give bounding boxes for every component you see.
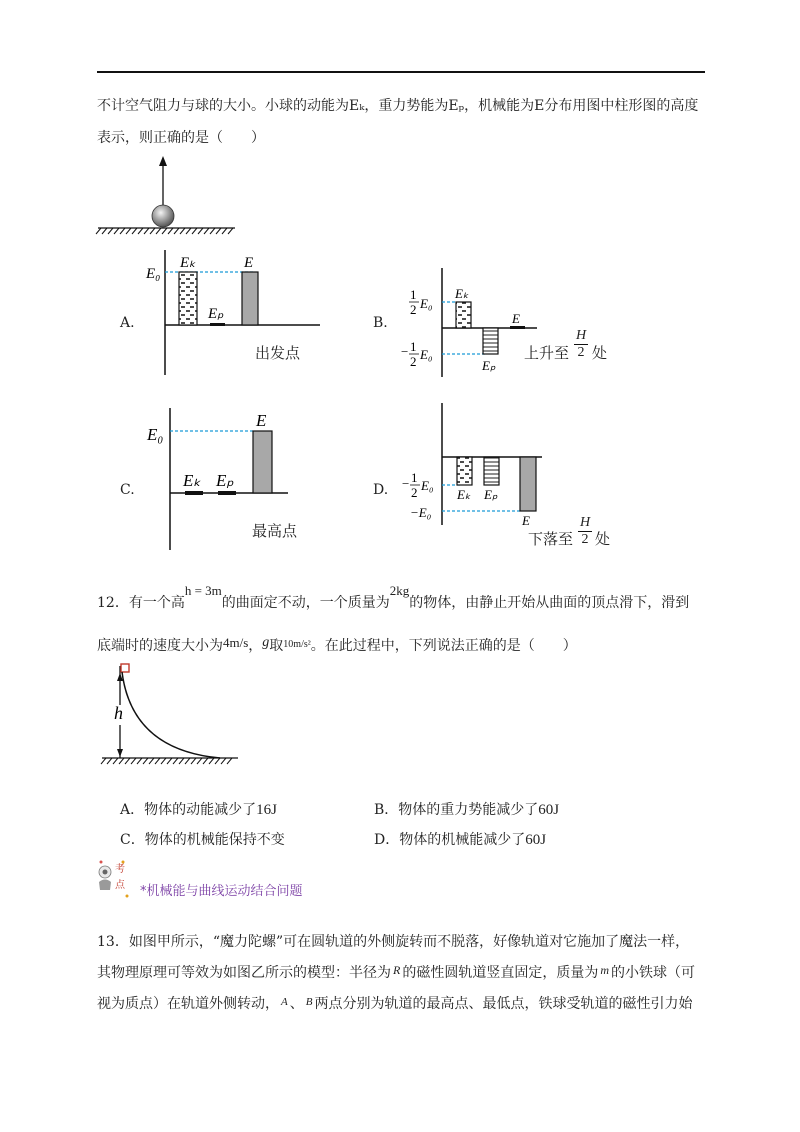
q13-line1: 13．如图甲所示，“魔力陀螺”可在圆轨道的外侧旋转而不脱落，好像轨道对它施加了魔法一样， bbox=[97, 934, 690, 950]
option-b-chart bbox=[385, 265, 545, 380]
svg-text:−: − bbox=[401, 344, 409, 359]
ball bbox=[152, 205, 174, 227]
kaodian-text: *机械能与曲线运动结合问题 bbox=[140, 884, 303, 899]
ball-launch-figure bbox=[95, 150, 240, 240]
q12-option-c[interactable]: C．物体的机械能保持不变 bbox=[120, 832, 285, 848]
q12-option-d[interactable]: D．物体的机械能减少了60J bbox=[374, 832, 547, 848]
svg-text:E₀: E₀ bbox=[421, 478, 434, 493]
option-b-letter: B. bbox=[373, 315, 388, 331]
svg-text:E₀: E₀ bbox=[420, 347, 433, 362]
svg-text:2: 2 bbox=[411, 485, 418, 500]
q13-line3: 视为质点）在轨道外侧转动， $^A$ 、 $^B$ 两点分别为轨道的最高点、最低点，铁球受轨道的磁性引力始 bbox=[97, 996, 693, 1012]
q12-line1: 12．有一个高h = 3m的曲面定不动，一个质量为2kg的物体，由静止开始从曲面的顶点滑下，滑到 bbox=[97, 583, 690, 611]
bar-ep bbox=[210, 323, 225, 326]
svg-text:Eₚ: Eₚ bbox=[484, 487, 498, 502]
svg-text:Eₖ: Eₖ bbox=[457, 487, 471, 502]
option-d-letter: D. bbox=[373, 482, 389, 498]
svg-text:1: 1 bbox=[410, 339, 417, 354]
svg-text:2: 2 bbox=[410, 302, 417, 317]
top-rule bbox=[97, 71, 705, 73]
svg-text:点: 点 bbox=[115, 880, 125, 891]
option-d-caption-post: 处 bbox=[595, 530, 611, 548]
q11-line2: 表示，则正确的是（ ） bbox=[97, 130, 265, 146]
svg-text:E: E bbox=[522, 513, 530, 528]
svg-text:Eₖ: Eₖ bbox=[455, 286, 469, 301]
bar-ek bbox=[179, 272, 197, 325]
svg-text:E: E bbox=[512, 311, 520, 326]
label-ek: Eₖ bbox=[180, 255, 196, 271]
svg-text:−E₀: −E₀ bbox=[410, 505, 432, 520]
option-c-caption: 最高点 bbox=[252, 522, 298, 540]
option-a-letter: A. bbox=[120, 315, 135, 331]
option-a-chart bbox=[140, 245, 340, 380]
q12-option-a[interactable]: A．物体的动能减少了16J bbox=[120, 802, 277, 818]
svg-text:Eₖ: Eₖ bbox=[183, 471, 201, 490]
kaodian-badge-icon bbox=[95, 858, 135, 902]
svg-text:2: 2 bbox=[410, 354, 417, 369]
svg-text:−: − bbox=[402, 476, 410, 491]
svg-text:1: 1 bbox=[411, 470, 418, 485]
q11-line1: 不计空气阻力与球的大小。小球的动能为Eₖ，重力势能为Eₚ，机械能为E分布用图中柱形图的高度 bbox=[97, 98, 699, 114]
option-a-caption: 出发点 bbox=[255, 344, 301, 362]
bar-e bbox=[242, 272, 258, 325]
label-ep: Eₚ bbox=[208, 306, 224, 322]
option-c-letter: C. bbox=[120, 482, 135, 498]
curved-slope-figure bbox=[100, 660, 245, 775]
svg-text:1: 1 bbox=[410, 287, 417, 302]
label-e0: E₀ bbox=[146, 266, 161, 282]
option-b-frac: H 2 bbox=[575, 328, 587, 360]
label-e: E bbox=[244, 255, 254, 271]
option-d-caption-pre: 下落至 bbox=[528, 530, 574, 548]
q13-line2: 其物理原理可等效为如图乙所示的模型：半径为 R 的磁性圆轨道竖直固定，质量为 m 的小铁球（可 bbox=[97, 963, 696, 981]
svg-text:E₀: E₀ bbox=[420, 296, 433, 311]
svg-text:考: 考 bbox=[115, 864, 125, 875]
q12-option-b[interactable]: B．物体的重力势能减少了60J bbox=[374, 802, 560, 818]
option-b-caption-pre: 上升至 bbox=[524, 344, 570, 362]
option-d-frac: H 2 bbox=[579, 515, 591, 547]
h-label: h bbox=[114, 703, 123, 723]
option-b-caption-post: 处 bbox=[592, 344, 608, 362]
block bbox=[121, 664, 129, 672]
svg-text:Eₚ: Eₚ bbox=[216, 471, 234, 490]
svg-text:E: E bbox=[256, 411, 267, 430]
option-d-chart bbox=[392, 400, 552, 530]
q12-line2: 底端时的速度大小为4m/s，g取$^{10m/s^2}$。在此过程中，下列说法正确的是（ ） bbox=[97, 635, 577, 654]
svg-text:Eₚ: Eₚ bbox=[482, 358, 496, 373]
svg-text:E₀: E₀ bbox=[147, 425, 164, 444]
